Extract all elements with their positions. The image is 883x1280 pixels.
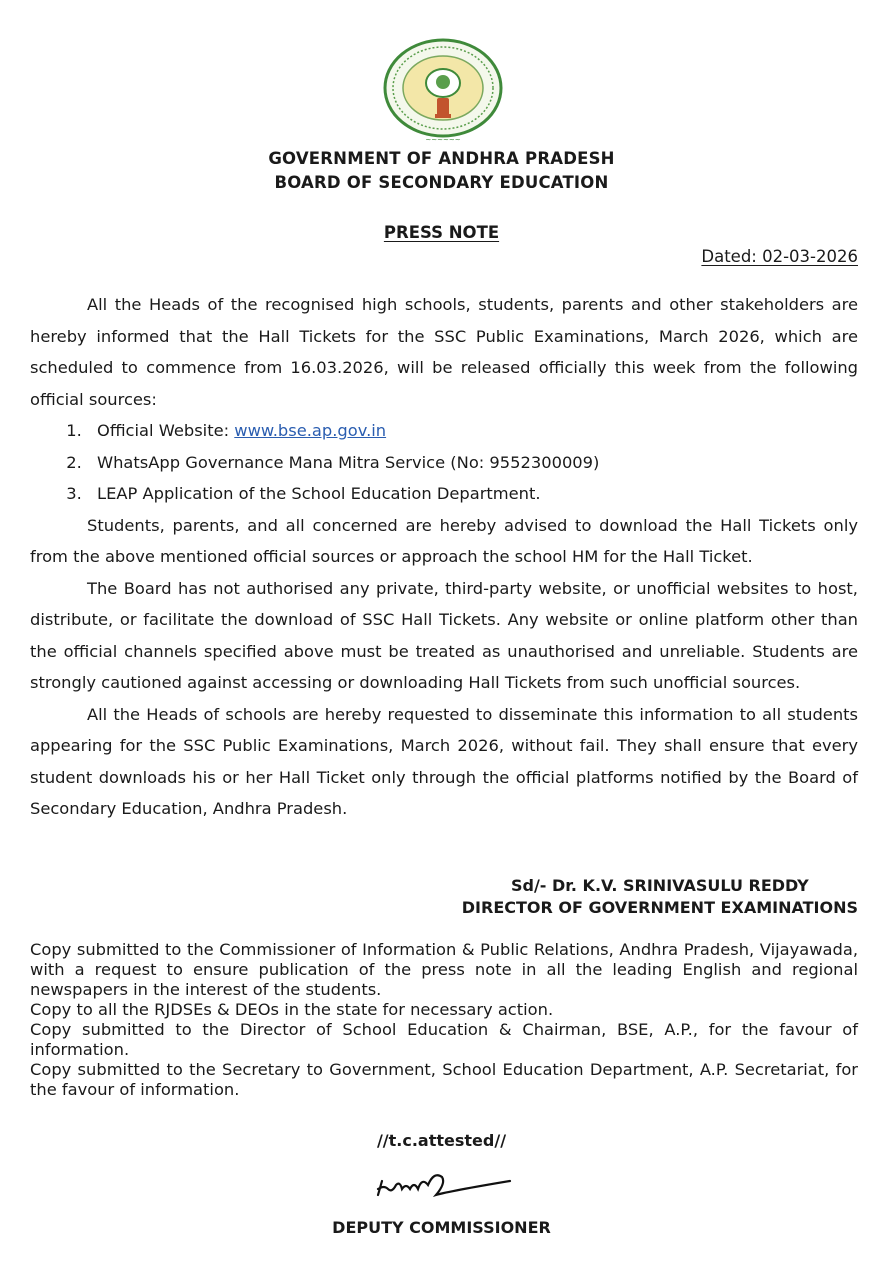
list-item: 3. LEAP Application of the School Education Department. (87, 478, 858, 510)
copy-item: Copy submitted to the Director of School Education & Chairman, BSE, A.P., for the favour of information. (30, 1020, 858, 1059)
copy-to-list (30, 940, 858, 1100)
paragraph-request: All the Heads of schools are hereby requested to disseminate this information to all students appearing for the SSC Public Examinations, March 2026, without fail. They shall ensure that every student downloads his or her Hall Ticket only through the official platforms notified by the Board of Secondary Education, Andhra Pradesh. (30, 704, 858, 818)
source-label: Official Website: (97, 421, 235, 440)
paragraph-warning: The Board has not authorised any private, third-party website, or unofficial websites to host, distribute, or facilitate the download of SSC Hall Tickets. Any website or online platform other than the official channels specified above must be treated as unauthorised and unreliable. Students are strongly cautioned against accessing or downloading Hall Tickets from such unofficial sources. (30, 578, 858, 692)
copy-item: Copy submitted to the Secretary to Government, School Education Department, A.P. Secretariat, for the favour of information. (30, 1060, 858, 1099)
paragraph-advice: Students, parents, and all concerned are hereby advised to download the Hall Tickets only from the above mentioned official sources or approach the school HM for the Hall Ticket. (30, 515, 858, 566)
copy-item: Copy submitted to the Commissioner of Information & Public Relations, Andhra Pradesh, Vijayawada, with a request to ensure publication of the press note in all the leading English and regional newspapers in the interest of the students. (30, 940, 858, 999)
official-website-link[interactable]: www.bse.ap.gov.in (234, 421, 387, 440)
date-line: Dated: 02-03-2026 (701, 247, 858, 266)
official-sources-list (30, 415, 858, 510)
paragraph-intro: All the Heads of the recognised high schools, students, parents and other stakeholders are hereby informed that the Hall Tickets for the SSC Public Examinations, March 2026, which are scheduled to commence from 16.03.2026, will be released officially this week from the following official sources: (30, 295, 858, 409)
board-heading: BOARD OF SECONDARY EDUCATION (274, 173, 609, 192)
signatory-block (462, 875, 858, 919)
press-note-body (30, 289, 858, 825)
deputy-commissioner-title: DEPUTY COMMISSIONER (332, 1218, 551, 1237)
government-heading: GOVERNMENT OF ANDHRA PRADESH (268, 149, 615, 168)
svg-text:~~~~~~: ~~~~~~ (425, 136, 461, 144)
signature-icon (370, 1163, 520, 1208)
state-emblem-icon (378, 36, 508, 146)
list-item: 2. WhatsApp Governance Mana Mitra Service (No: 9552300009) (87, 447, 858, 479)
page-title: PRESS NOTE (383, 223, 500, 242)
signatory-name: Sd/- Dr. K.V. SRINIVASULU REDDY (510, 876, 809, 895)
signatory-title: DIRECTOR OF GOVERNMENT EXAMINATIONS (461, 898, 858, 917)
attestation-text: //t.c.attested// (376, 1131, 507, 1150)
list-item (87, 415, 858, 447)
copy-item: Copy to all the RJDSEs & DEOs in the state for necessary action. (30, 1000, 554, 1019)
